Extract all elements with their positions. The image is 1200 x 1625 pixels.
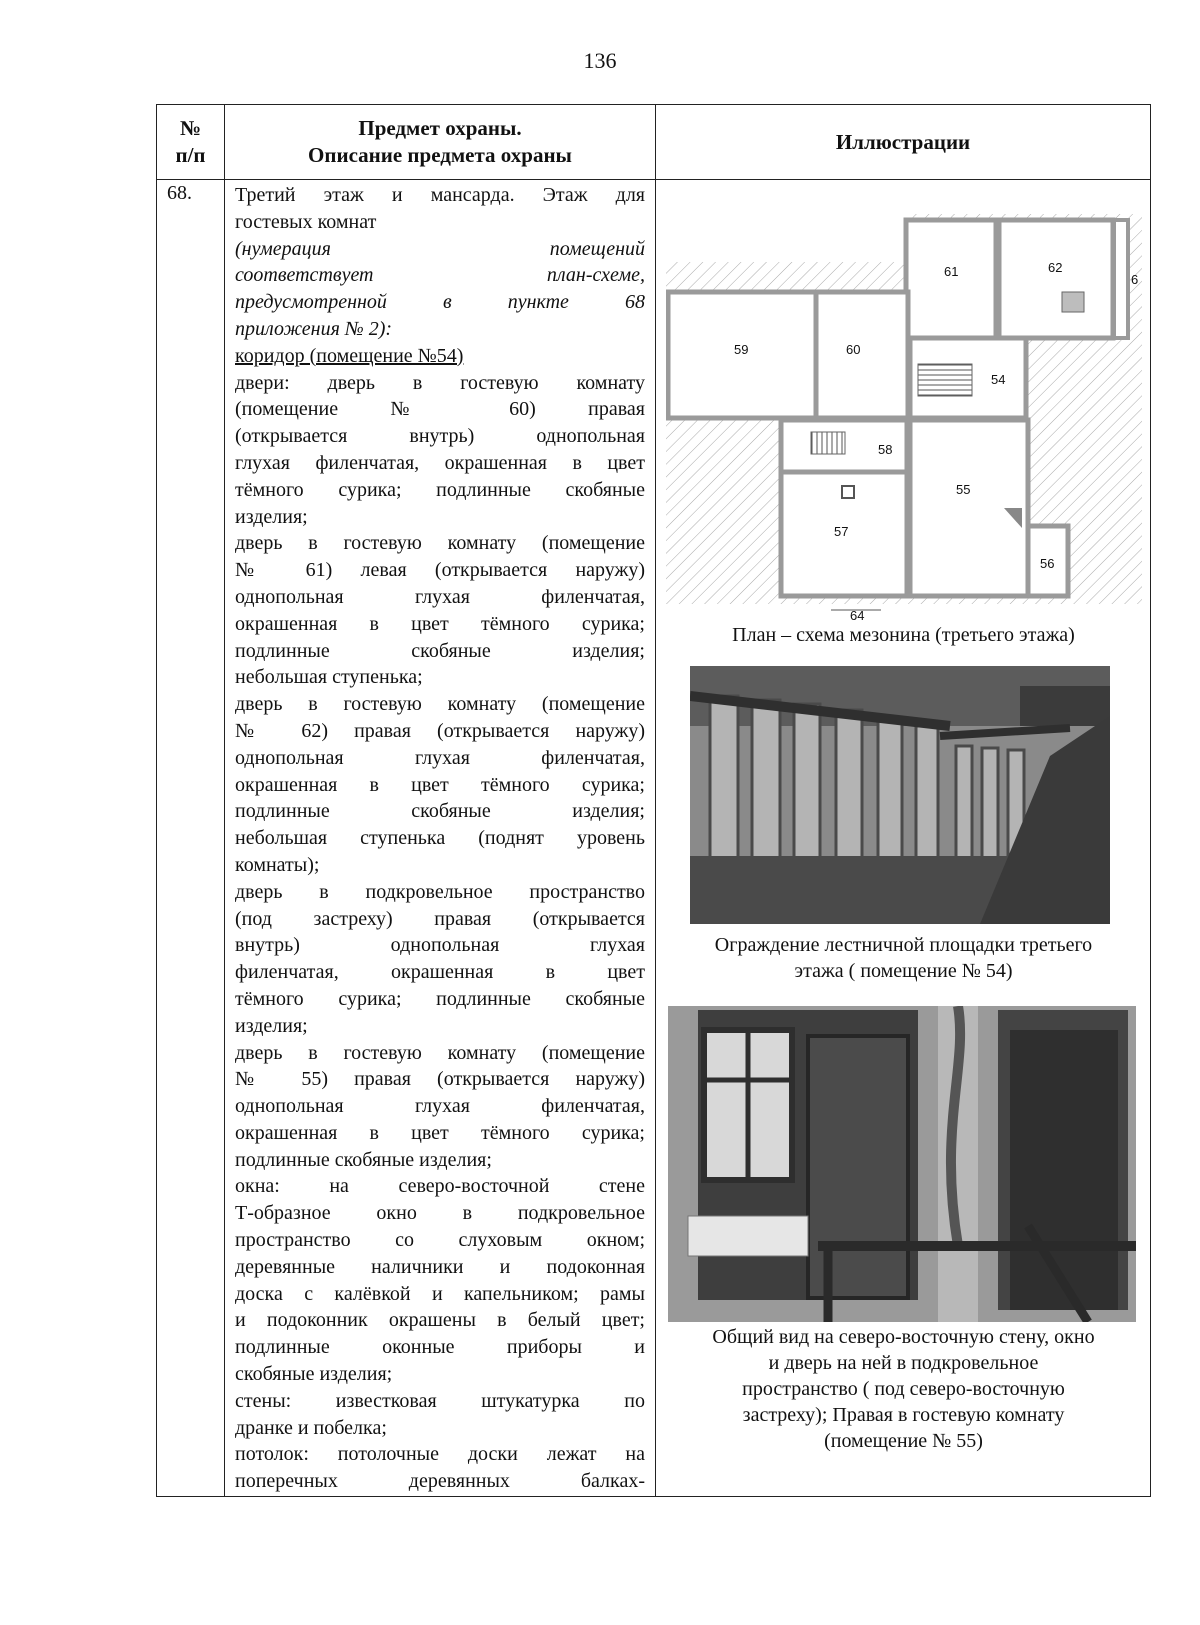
photo1-caption [656,932,1151,984]
row-description [225,180,656,1497]
room-60 [816,292,908,418]
header-illustrations: Иллюстрации [656,105,1151,180]
header-subject [225,105,656,180]
photo2-caption-line1: Общий вид на северо-восточную стену, окно [712,1326,1095,1348]
plan-caption: План – схема мезонина (третьего этажа) [732,624,1075,646]
description-line: пространство со слуховым окном; [235,1229,645,1252]
room-label-62: 62 [1048,260,1063,275]
room-label-55: 55 [956,482,971,497]
staircase-railing-photo [690,666,1110,924]
room-label-64: 64 [850,608,865,623]
table-header-row [157,105,1151,180]
description-line: доска с калёвкой и капельником; рамы [235,1282,645,1305]
description-line: окна: на северо-восточной стене [235,1175,645,1198]
description-line: стены: известковая штукатурка по [235,1389,645,1412]
description-line: внутрь) однопольная глухая [235,934,645,957]
row-number: 68. [157,180,225,1497]
room-label-59: 59 [734,342,749,357]
description-line: дверь в гостевую комнату (помещение [235,693,645,716]
room-62 [999,220,1113,338]
header-number-line2: п/п [175,143,206,167]
photo2-caption-line2: и дверь на ней в подкровельное [768,1352,1039,1374]
description-line: приложения № 2): [235,317,393,340]
room-label-61: 61 [944,264,959,279]
description-line: потолок: потолочные доски лежат на [235,1443,645,1466]
description-line: деревянные наличники и подоконная [235,1255,645,1278]
description-line: небольшая ступенька (поднят уровень [235,827,645,850]
description-line: поперечных деревянных балках- [235,1470,645,1493]
description-line: окрашенная в цвет тёмного сурика; [235,1121,645,1144]
description-line: дверь в гостевую комнату (помещение [235,1041,645,1064]
photo2-caption [656,1324,1151,1454]
header-number [157,105,225,180]
room-61 [906,220,996,338]
description-line: подлинные оконные приборы и [235,1336,645,1359]
description-line: подлинные скобяные изделия; [235,800,645,823]
description-line: соответствует план-схеме, [235,264,645,287]
description-line: дверь в гостевую комнату (помещение [235,532,645,555]
room-label-56: 56 [1040,556,1055,571]
room-label-54: 54 [991,372,1006,387]
description-line: Т-образное окно в подкровельное [235,1202,645,1225]
photo2-caption-line5: (помещение № 55) [824,1430,983,1452]
description-line: (помещение № 60) правая [235,398,645,421]
description-line: № 55) правая (открывается наружу) [235,1068,645,1091]
description-line: № 61) левая (открывается наружу) [235,559,645,582]
room-label-60: 60 [846,342,861,357]
header-subject-line1: Предмет охраны. [358,116,522,140]
room-label-57: 57 [834,524,849,539]
header-number-line1: № [179,116,202,140]
description-line: Третий этаж и мансарда. Этаж для [235,184,645,206]
page-number: 136 [583,48,617,73]
table-row [157,180,1151,1497]
description-line: комнаты); [235,853,320,876]
description-line: и подоконник окрашены в белый цвет; [235,1309,645,1332]
northeast-wall-photo [668,1006,1136,1322]
description-line: (открывается внутрь) однопольная [235,425,645,448]
description-line: окрашенная в цвет тёмного сурика; [235,612,645,635]
description-line: изделия; [235,1014,308,1037]
illustrations-cell [656,180,1151,1497]
description-line: глухая филенчатая, окрашенная в цвет [235,451,645,474]
floor-plan [666,184,1142,624]
description-line: гостевых комнат [235,210,377,233]
description-line: филенчатая, окрашенная в цвет [235,961,645,984]
description-line: тёмного сурика; подлинные скобяные [235,478,645,501]
photo1-caption-line2: этажа ( помещение № 54) [794,960,1013,982]
header-subject-line2: Описание предмета охраны [308,143,572,167]
description-line: коридор (помещение №54) [235,344,464,367]
description-line: тёмного сурика; подлинные скобяные [235,987,645,1010]
description-line: однопольная глухая филенчатая, [235,585,645,608]
description-line: № 62) правая (открывается наружу) [235,719,645,742]
description-line: двери: дверь в гостевую комнату [235,371,645,394]
description-line: подлинные скобяные изделия; [235,1148,492,1171]
description-line: (нумерация помещений [235,237,645,260]
protection-table [156,104,1151,1497]
description-line: дверь в подкровельное пространство [235,880,645,903]
room-label-63: 6 [1131,272,1139,287]
description-line: однопольная глухая филенчатая, [235,746,645,769]
description-line: предусмотренной в пункте 68 [235,291,645,314]
photo2-caption-line3: пространство ( под северо-восточную [742,1378,1065,1400]
description-line: однопольная глухая филенчатая, [235,1095,645,1118]
description-line: скобяные изделия; [235,1363,393,1386]
description-line: небольшая ступенька; [235,666,423,689]
description-line: окрашенная в цвет тёмного сурика; [235,773,645,796]
description-text [235,182,645,1495]
room-label-58: 58 [878,442,893,457]
description-line: (под застреху) правая (открывается [235,907,645,930]
photo2-caption-line4: застреху); Правая в гостевую комнату [742,1404,1065,1426]
description-line: дранке и побелка; [235,1416,387,1439]
photo1-caption-line1: Ограждение лестничной площадки третьего [714,934,1093,956]
description-line: подлинные скобяные изделия; [235,639,645,662]
description-line: изделия; [235,505,308,528]
